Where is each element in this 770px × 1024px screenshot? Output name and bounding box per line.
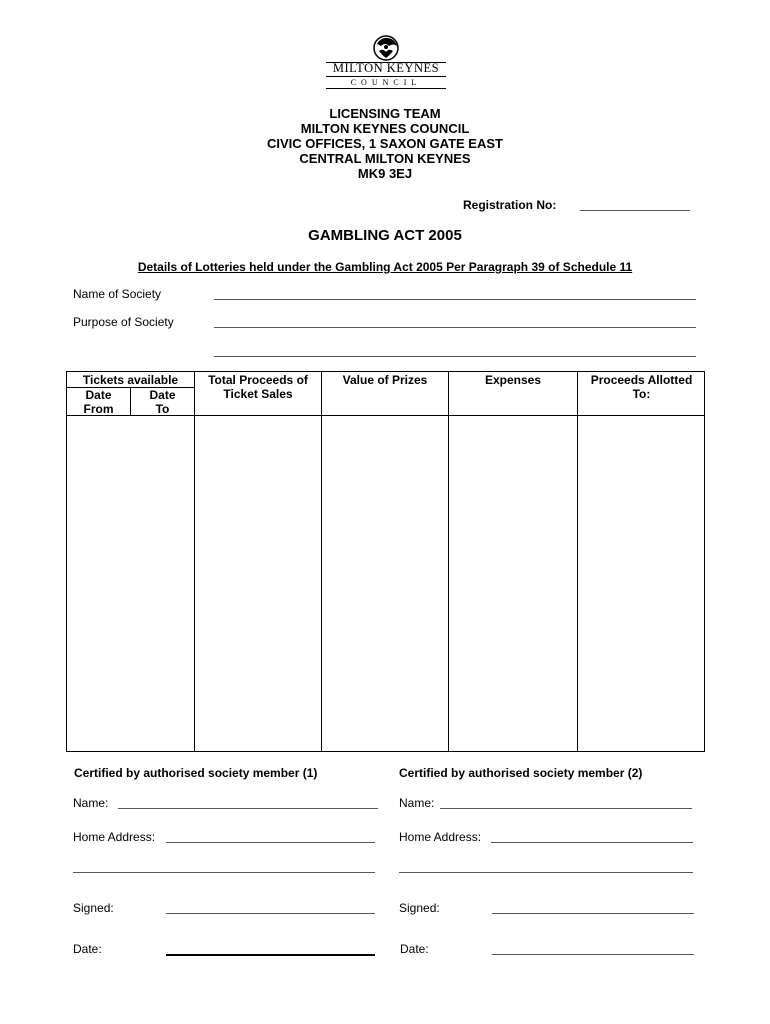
society-purpose-field-2[interactable]: [214, 356, 696, 357]
address-block: [0, 106, 770, 181]
council-crest-icon: [323, 34, 449, 62]
member1-date-label: Date:: [73, 942, 102, 956]
society-purpose-field[interactable]: [214, 327, 696, 328]
member1-signed-field[interactable]: [166, 913, 375, 914]
member2-address-label: Home Address:: [399, 830, 482, 844]
member1-heading: Certified by authorised society member (1): [74, 766, 318, 780]
address-line-5: MK9 3EJ: [357, 166, 413, 181]
council-logo: [323, 34, 449, 90]
member2-date-field[interactable]: [492, 954, 694, 955]
address-line-3: CIVIC OFFICES, 1 SAXON GATE EAST: [267, 136, 503, 151]
logo-line-2: COUNCIL: [350, 78, 422, 87]
member2-date-label: Date:: [400, 942, 429, 956]
member1-address-field-2[interactable]: [73, 872, 375, 873]
member1-name-field[interactable]: [118, 808, 378, 809]
society-name-label: Name of Society: [73, 287, 162, 301]
col-date-to: Date To: [149, 388, 176, 416]
address-line-4: CENTRAL MILTON KEYNES: [299, 151, 471, 166]
member2-name-field[interactable]: [440, 808, 692, 809]
page-subtitle: Details of Lotteries held under the Gambling Act 2005 Per Paragraph 39 of Schedule 11: [137, 260, 633, 274]
page-title: GAMBLING ACT 2005: [308, 227, 462, 244]
col-value-of-prizes: Value of Prizes: [342, 373, 428, 387]
member2-address-field-2[interactable]: [399, 872, 693, 873]
member2-heading: Certified by authorised society member (2): [399, 766, 643, 780]
address-line-2: MILTON KEYNES COUNCIL: [300, 121, 470, 136]
col-tickets-available: Tickets available: [82, 373, 179, 387]
member1-signed-label: Signed:: [73, 901, 114, 915]
member1-name-label: Name:: [73, 796, 109, 810]
member1-date-field[interactable]: [166, 954, 375, 956]
col-proceeds-allotted: Proceeds Allotted To:: [590, 373, 693, 401]
address-line-1: LICENSING TEAM: [329, 106, 441, 121]
col-total-proceeds: Total Proceeds of Ticket Sales: [208, 373, 308, 401]
society-purpose-label: Purpose of Society: [73, 315, 174, 329]
logo-line-1: MILTON KEYNES: [332, 61, 440, 75]
col-expenses: Expenses: [484, 373, 542, 387]
registration-field[interactable]: [580, 210, 690, 211]
col-date-from: Date From: [83, 388, 114, 416]
society-name-field[interactable]: [214, 299, 696, 300]
member1-address-label: Home Address:: [73, 830, 156, 844]
member2-signed-label: Signed:: [399, 901, 440, 915]
member2-signed-field[interactable]: [492, 913, 694, 914]
member1-address-field[interactable]: [166, 842, 375, 843]
registration-label: Registration No:: [463, 198, 557, 212]
lotteries-table: [66, 371, 705, 752]
member2-address-field[interactable]: [491, 842, 693, 843]
member2-name-label: Name:: [399, 796, 435, 810]
